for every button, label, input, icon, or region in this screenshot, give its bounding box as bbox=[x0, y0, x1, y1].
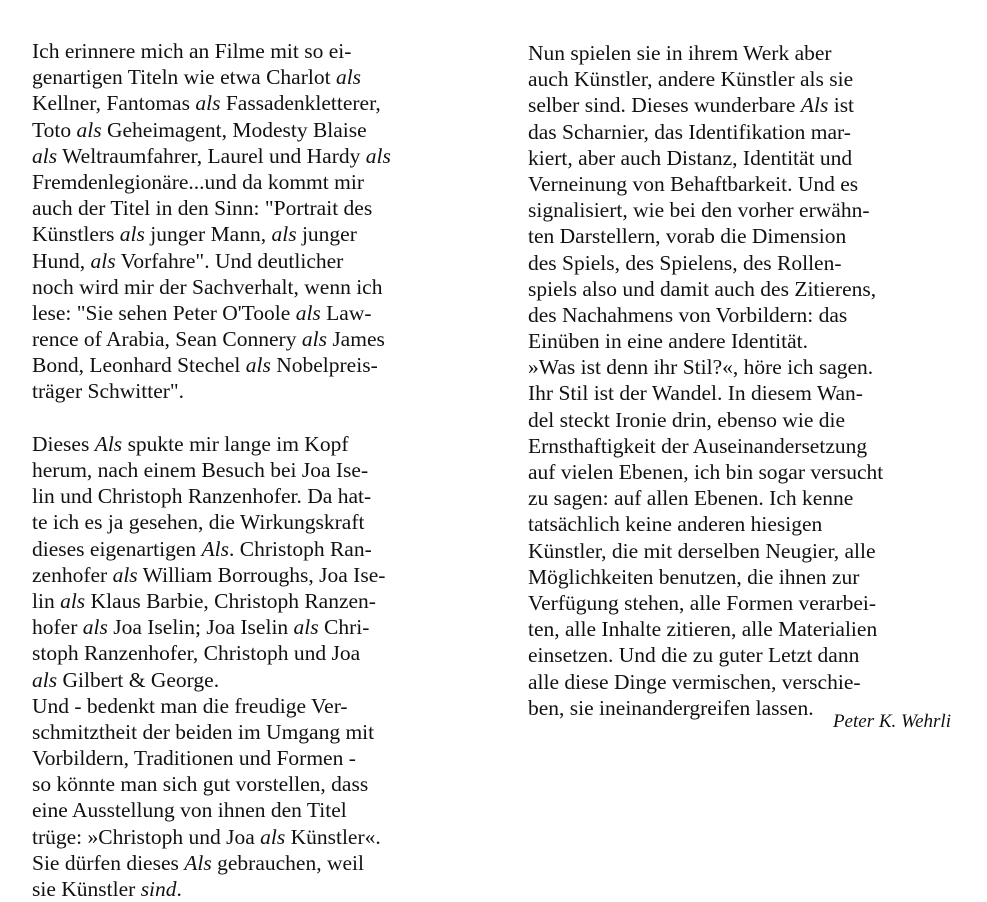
italic-text-segment: als bbox=[76, 117, 102, 142]
text-segment: lese: "Sie sehen Peter O'Toole bbox=[32, 300, 296, 325]
text-segment: junger Mann, bbox=[144, 222, 272, 247]
italic-text-segment: als bbox=[90, 248, 116, 273]
text-line bbox=[32, 64, 462, 90]
text-line bbox=[32, 483, 462, 509]
text-line bbox=[32, 195, 462, 221]
text-segment: des Nachahmens von Vorbildern: das bbox=[528, 302, 848, 327]
italic-text-segment: als bbox=[260, 824, 286, 849]
text-line bbox=[528, 642, 968, 668]
text-segment: ben, sie ineinandergreifen lassen. bbox=[528, 695, 814, 720]
text-segment: so könnte man sich gut vorstellen, dass bbox=[32, 772, 369, 797]
italic-text-segment: als bbox=[293, 615, 319, 640]
text-segment: Nun spielen sie in ihrem Werk aber bbox=[528, 41, 832, 65]
text-line bbox=[528, 407, 968, 433]
text-segment: William Borroughs, Joa Ise- bbox=[137, 562, 386, 587]
text-line bbox=[32, 457, 462, 483]
text-segment: Law- bbox=[320, 300, 372, 325]
text-line bbox=[32, 378, 462, 404]
text-segment: Dieses bbox=[32, 431, 95, 456]
text-segment: einsetzen. Und die zu guter Letzt dann bbox=[528, 643, 860, 668]
text-segment: auch Künstler, andere Künstler als sie bbox=[528, 67, 854, 92]
text-segment: lin bbox=[32, 588, 61, 613]
text-segment: del steckt Ironie drin, ebenso wie die bbox=[528, 407, 846, 432]
text-segment: Ernsthaftigkeit der Auseinandersetzung bbox=[528, 433, 868, 458]
text-segment: Vorbildern, Traditionen und Formen - bbox=[32, 746, 356, 771]
text-segment: alle diese Dinge vermischen, verschie- bbox=[528, 669, 861, 694]
text-segment: Geheimagent, Modesty Blaise bbox=[101, 117, 367, 142]
text-line bbox=[32, 876, 462, 902]
text-line bbox=[528, 302, 968, 328]
text-segment: stoph Ranzenhofer, Christoph und Joa bbox=[32, 641, 361, 666]
italic-text-segment: Als bbox=[94, 431, 123, 456]
text-line bbox=[32, 509, 462, 535]
text-segment: tatsächlich keine anderen hiesigen bbox=[528, 512, 823, 537]
text-segment: ist bbox=[828, 93, 855, 118]
text-line bbox=[32, 221, 462, 247]
text-segment: eine Ausstellung von ihnen den Titel bbox=[32, 798, 347, 823]
text-line bbox=[528, 145, 968, 171]
author-signature: Peter K. Wehrli bbox=[832, 711, 951, 732]
text-line bbox=[32, 693, 462, 719]
text-segment: trüge: »Christoph und Joa bbox=[32, 824, 261, 849]
text-segment: . Christoph Ran- bbox=[229, 536, 372, 561]
text-line bbox=[528, 459, 968, 485]
text-segment: hofer bbox=[32, 615, 83, 640]
text-line bbox=[528, 328, 968, 354]
text-segment: selber sind. Dieses wunderbare bbox=[528, 93, 801, 118]
text-segment: Fremdenlegionäre...und da kommt mir bbox=[32, 169, 364, 194]
text-segment: spiels also und damit auch des Zitierens, bbox=[528, 276, 877, 301]
text-line bbox=[528, 433, 968, 459]
text-line bbox=[528, 40, 968, 66]
text-segment: Ich erinnere mich an Filme mit so ei- bbox=[32, 39, 352, 63]
text-segment: Sie dürfen dieses bbox=[32, 850, 185, 875]
italic-text-segment: als bbox=[60, 588, 86, 613]
text-segment: Nobelpreis- bbox=[270, 353, 378, 378]
text-segment: lin und Christoph Ranzenhofer. Da hat- bbox=[32, 484, 372, 509]
text-segment: Vorfahre". Und deutlicher bbox=[115, 248, 344, 273]
text-line bbox=[32, 667, 462, 693]
text-line bbox=[32, 431, 462, 457]
text-line bbox=[32, 771, 462, 797]
text-segment: Gilbert & George. bbox=[57, 667, 220, 692]
text-segment: des Spiels, des Spielens, des Rollen- bbox=[528, 250, 842, 275]
italic-text-segment: als bbox=[301, 327, 327, 352]
text-line bbox=[32, 745, 462, 771]
text-segment: Chri- bbox=[318, 615, 370, 640]
text-line bbox=[32, 326, 462, 352]
text-line bbox=[528, 590, 968, 616]
text-segment: auf vielen Ebenen, ich bin sogar versucht bbox=[528, 460, 884, 484]
text-column-left bbox=[32, 38, 462, 902]
text-line bbox=[528, 66, 968, 92]
italic-text-segment: als bbox=[271, 222, 297, 247]
text-segment: signalisiert, wie bei den vorher erwähn- bbox=[528, 198, 870, 223]
italic-text-segment: als bbox=[365, 143, 391, 168]
text-line bbox=[32, 90, 462, 116]
text-segment: zenhofer bbox=[32, 562, 113, 587]
text-segment: Verfügung stehen, alle Formen verarbei- bbox=[528, 590, 877, 615]
text-segment: »Was ist denn ihr Stil?«, höre ich sagen. bbox=[528, 355, 874, 380]
italic-text-segment: Als bbox=[184, 850, 212, 875]
text-segment: Und - bedenkt man die freudige Ver- bbox=[32, 693, 348, 718]
text-segment: Hund, bbox=[32, 248, 91, 273]
italic-text-segment: Als bbox=[201, 536, 230, 561]
italic-text-segment: als bbox=[195, 91, 221, 116]
text-line bbox=[32, 562, 462, 588]
text-segment: träger Schwitter". bbox=[32, 379, 185, 404]
text-line bbox=[32, 143, 462, 169]
text-segment: James bbox=[326, 327, 385, 352]
text-segment: schmitztheit der beiden im Umgang mit bbox=[32, 719, 375, 744]
text-line bbox=[528, 538, 968, 564]
text-line bbox=[32, 248, 462, 274]
text-segment: genartigen Titeln wie etwa Charlot bbox=[32, 65, 336, 90]
text-segment: te ich es ja gesehen, die Wirkungskraft bbox=[32, 510, 365, 535]
text-line bbox=[32, 588, 462, 614]
text-line bbox=[528, 119, 968, 145]
text-line bbox=[528, 511, 968, 537]
text-line bbox=[528, 197, 968, 223]
text-line bbox=[32, 719, 462, 745]
text-line bbox=[528, 223, 968, 249]
text-line bbox=[528, 276, 968, 302]
text-segment: Kellner, Fantomas bbox=[32, 91, 196, 116]
italic-text-segment: als bbox=[32, 143, 58, 168]
text-segment: Klaus Barbie, Christoph Ranzen- bbox=[85, 588, 376, 613]
text-line bbox=[32, 824, 462, 850]
text-segment: Künstler«. bbox=[285, 824, 381, 849]
text-column-right bbox=[528, 40, 968, 721]
text-line bbox=[32, 850, 462, 876]
italic-text-segment: als bbox=[119, 222, 145, 247]
text-line bbox=[528, 380, 968, 406]
italic-text-segment: als bbox=[295, 300, 321, 325]
text-line bbox=[32, 536, 462, 562]
text-segment: Verneinung von Behaftbarkeit. Und es bbox=[528, 171, 859, 196]
text-line bbox=[528, 354, 968, 380]
text-segment: junger bbox=[296, 222, 357, 247]
text-line bbox=[32, 117, 462, 143]
text-segment: zu sagen: auf allen Ebenen. Ich kenne bbox=[528, 486, 854, 511]
text-line bbox=[528, 616, 968, 642]
text-segment: . bbox=[176, 877, 182, 901]
text-line bbox=[528, 669, 968, 695]
text-segment: Einüben in eine andere Identität. bbox=[528, 329, 808, 354]
italic-text-segment: Als bbox=[800, 93, 829, 118]
text-segment: sie Künstler bbox=[32, 877, 141, 901]
text-segment: ten Darstellern, vorab die Dimension bbox=[528, 224, 847, 249]
text-line bbox=[528, 92, 968, 118]
text-segment: Joa Iselin; Joa Iselin bbox=[107, 615, 294, 640]
text-segment: Fassadenkletterer, bbox=[220, 91, 381, 116]
text-segment: spukte mir lange im Kopf bbox=[122, 431, 349, 456]
text-segment: Weltraumfahrer, Laurel und Hardy bbox=[57, 143, 366, 168]
text-segment: Künstler, die mit derselben Neugier, alle bbox=[528, 538, 876, 563]
text-segment: auch der Titel in den Sinn: "Portrait des bbox=[32, 196, 373, 221]
text-line bbox=[32, 614, 462, 640]
text-segment: Toto bbox=[32, 117, 77, 142]
italic-text-segment: als bbox=[32, 667, 58, 692]
italic-text-segment: sind bbox=[140, 877, 177, 901]
text-segment: herum, nach einem Besuch bei Joa Ise- bbox=[32, 458, 369, 482]
text-segment: kiert, aber auch Distanz, Identität und bbox=[528, 145, 853, 170]
text-segment: das Scharnier, das Identifikation mar- bbox=[528, 119, 851, 144]
text-line bbox=[32, 797, 462, 823]
text-segment: ten, alle Inhalte zitieren, alle Materialien bbox=[528, 617, 878, 642]
italic-text-segment: als bbox=[112, 562, 138, 587]
italic-text-segment: als bbox=[82, 615, 108, 640]
text-line bbox=[528, 485, 968, 511]
text-segment: gebrauchen, weil bbox=[211, 850, 364, 875]
text-line bbox=[528, 171, 968, 197]
text-segment: noch wird mir der Sachverhalt, wenn ich bbox=[32, 274, 383, 299]
italic-text-segment: als bbox=[245, 353, 271, 378]
text-line bbox=[32, 38, 462, 64]
text-line bbox=[32, 169, 462, 195]
text-line bbox=[32, 274, 462, 300]
text-segment: Künstlers bbox=[32, 222, 120, 247]
text-segment: Möglichkeiten benutzen, die ihnen zur bbox=[528, 564, 860, 589]
paragraph-spacer bbox=[32, 405, 462, 431]
text-line bbox=[32, 640, 462, 666]
text-line bbox=[528, 250, 968, 276]
text-segment: rence of Arabia, Sean Connery bbox=[32, 327, 302, 352]
text-line bbox=[32, 352, 462, 378]
italic-text-segment: als bbox=[335, 65, 362, 90]
text-segment: Ihr Stil ist der Wandel. In diesem Wan- bbox=[528, 381, 863, 406]
text-line bbox=[32, 300, 462, 326]
text-line bbox=[528, 564, 968, 590]
text-segment: Bond, Leonhard Stechel bbox=[32, 353, 246, 378]
text-segment: dieses eigenartigen bbox=[32, 536, 202, 561]
